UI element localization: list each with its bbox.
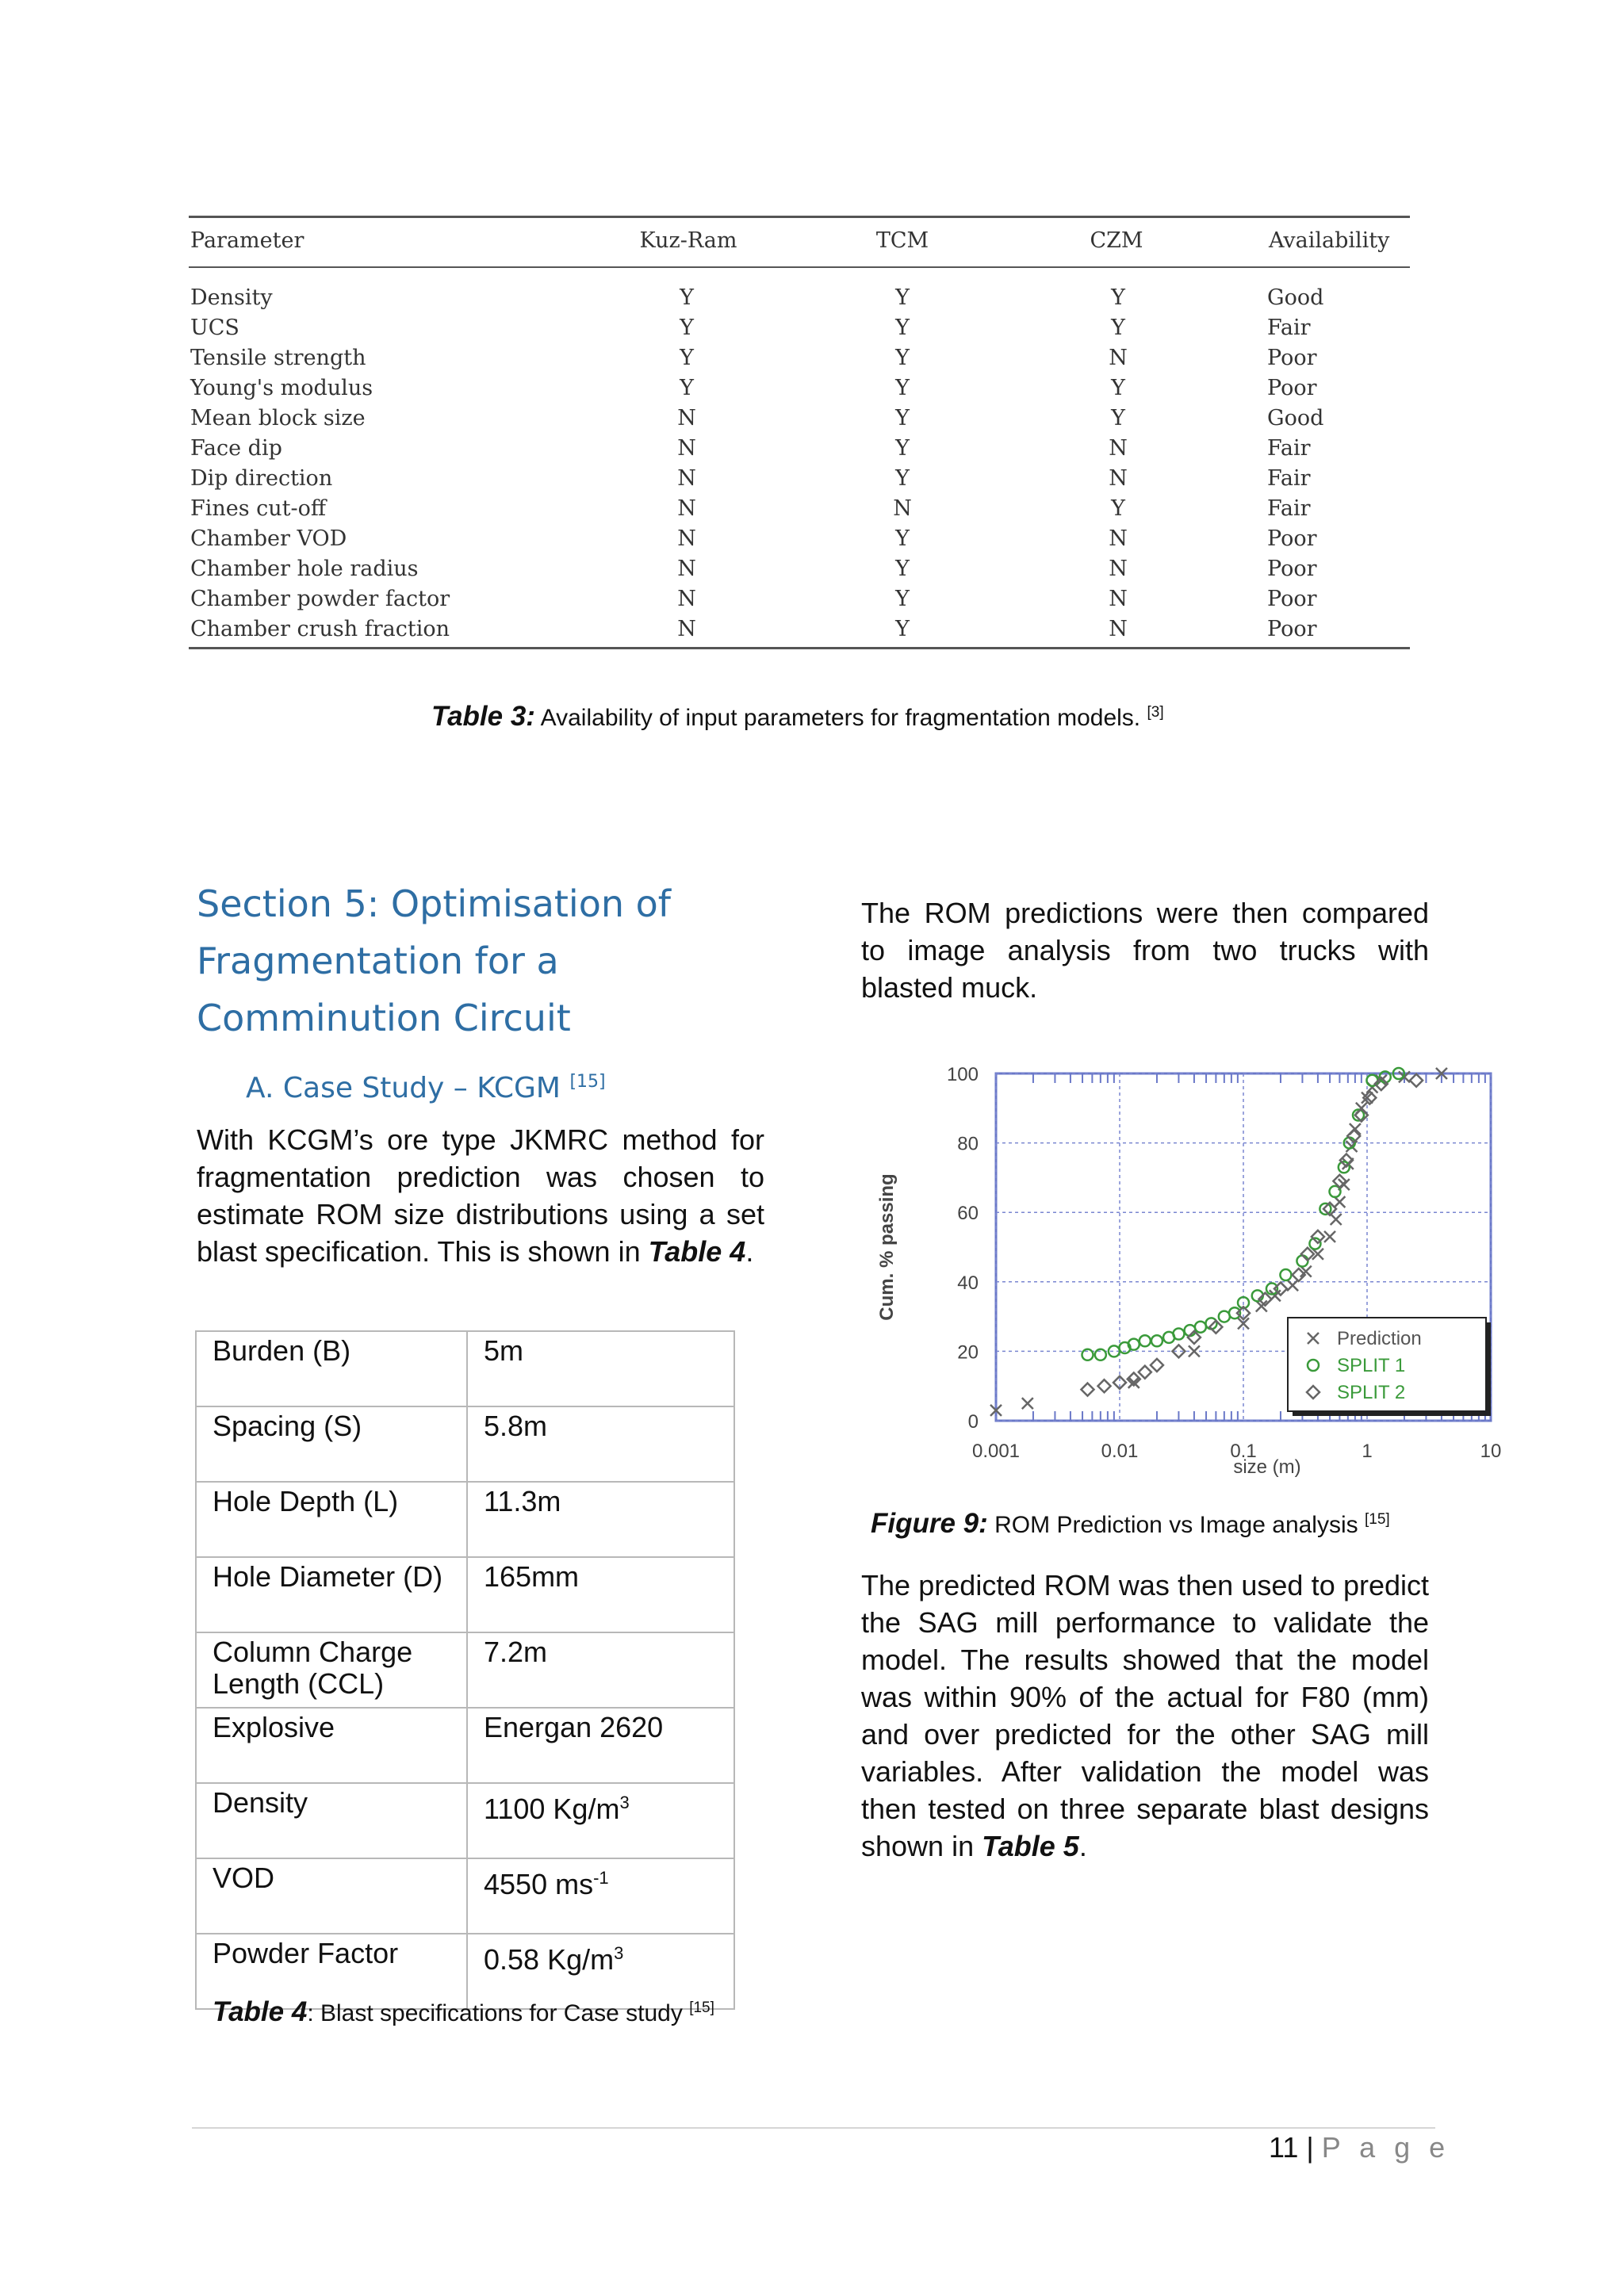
header-kuz-ram: Kuz-Ram bbox=[639, 228, 737, 253]
caption-ref: [3] bbox=[1147, 704, 1164, 721]
right-paragraph-end: . bbox=[1078, 1830, 1087, 1862]
table-cell: Fair bbox=[1267, 496, 1311, 521]
header-parameter: Parameter bbox=[190, 228, 304, 253]
table-row bbox=[189, 617, 1410, 647]
y-tick-label: 80 bbox=[957, 1133, 979, 1155]
table-cell: Fair bbox=[1267, 436, 1311, 461]
y-tick-label: 0 bbox=[967, 1411, 979, 1433]
table-cell: Y bbox=[680, 376, 694, 400]
section-title: Section 5: Optimisation of Fragmentation for a Comminution Circuit bbox=[197, 882, 671, 1040]
table-header-row bbox=[189, 228, 1410, 258]
table-cell: Y bbox=[895, 346, 910, 370]
table-cell: Fair bbox=[1267, 466, 1311, 491]
spec-value-text: 7.2m bbox=[484, 1636, 548, 1668]
page-number: 11 bbox=[1269, 2131, 1299, 2164]
table-cell: Chamber VOD bbox=[190, 526, 347, 551]
legend-label: SPLIT 2 bbox=[1337, 1382, 1406, 1403]
table-cell: N bbox=[677, 436, 696, 461]
spec-label: Spacing (S) bbox=[196, 1406, 467, 1482]
table-header-rule bbox=[189, 266, 1410, 268]
x-tick-label: 1 bbox=[1362, 1441, 1373, 1462]
table-cell: N bbox=[677, 526, 696, 551]
legend-label: SPLIT 1 bbox=[1337, 1355, 1406, 1376]
table-cell: N bbox=[677, 406, 696, 430]
table-cell: Y bbox=[895, 557, 910, 581]
spec-value-text: 0.58 Kg/m bbox=[484, 1943, 615, 1976]
table-cell: Tensile strength bbox=[190, 346, 366, 370]
table-row bbox=[189, 466, 1410, 496]
table-cell: Y bbox=[895, 526, 910, 551]
table-cell: Mean block size bbox=[190, 406, 366, 430]
header-czm: CZM bbox=[1090, 228, 1143, 253]
table-top-rule bbox=[189, 216, 1410, 218]
table-3 bbox=[189, 216, 1410, 660]
spec-value bbox=[467, 1708, 734, 1783]
table-cell: N bbox=[1109, 587, 1128, 611]
spec-unit-exponent: 3 bbox=[614, 1943, 624, 1963]
table-row bbox=[189, 346, 1410, 376]
spec-label: Hole Diameter (D) bbox=[196, 1557, 467, 1632]
spec-label: Hole Depth (L) bbox=[196, 1482, 467, 1557]
table-cell: N bbox=[1109, 466, 1128, 491]
table-cell: Poor bbox=[1267, 587, 1317, 611]
table-cell: N bbox=[1109, 526, 1128, 551]
table-row bbox=[189, 557, 1410, 587]
figure-9-chart bbox=[860, 1056, 1510, 1484]
table-cell: Poor bbox=[1267, 617, 1317, 641]
footer-separator: | bbox=[1306, 2131, 1314, 2164]
right-paragraph-1: The ROM predictions were then compared to image analysis from two trucks with blasted muck. bbox=[861, 897, 1429, 1004]
table-cell: UCS bbox=[190, 316, 239, 340]
caption-label: Table 3: bbox=[431, 701, 535, 732]
page-label: P a g e bbox=[1321, 2131, 1451, 2164]
x-axis-label: size (m) bbox=[1233, 1456, 1301, 1478]
table-cell: Chamber powder factor bbox=[190, 587, 450, 611]
sub-heading-text: A. Case Study – KCGM bbox=[246, 1072, 561, 1104]
table-cell: Y bbox=[895, 376, 910, 400]
table-cell: Dip direction bbox=[190, 466, 333, 491]
caption-ref: [15] bbox=[1364, 1511, 1390, 1528]
table-cell: N bbox=[677, 466, 696, 491]
y-axis-label: Cum. % passing bbox=[876, 1173, 898, 1321]
caption-text: Availability of input parameters for fragmentation models. bbox=[540, 705, 1141, 731]
table-row bbox=[189, 436, 1410, 466]
spec-value bbox=[467, 1406, 734, 1482]
spec-unit-exponent: 3 bbox=[619, 1793, 630, 1812]
blast-spec-table bbox=[195, 1330, 735, 2010]
spec-value bbox=[467, 1482, 734, 1557]
table-cell: N bbox=[677, 587, 696, 611]
table-cell: Y bbox=[895, 406, 910, 430]
table-row bbox=[189, 316, 1410, 346]
table-cell: Y bbox=[895, 436, 910, 461]
caption-label: Figure 9: bbox=[871, 1508, 988, 1539]
table-cell: Y bbox=[680, 316, 694, 340]
table-row bbox=[189, 376, 1410, 406]
spec-row bbox=[196, 1331, 734, 1406]
table-cell: Poor bbox=[1267, 526, 1317, 551]
table-cell: Y bbox=[1111, 496, 1125, 521]
y-tick-label: 60 bbox=[957, 1203, 979, 1225]
x-tick-label: 0.1 bbox=[1230, 1441, 1257, 1462]
table-cell: N bbox=[677, 617, 696, 641]
spec-row bbox=[196, 1482, 734, 1557]
table-row bbox=[189, 526, 1410, 557]
table-cell: N bbox=[677, 557, 696, 581]
spec-value bbox=[467, 1557, 734, 1632]
table-row bbox=[189, 285, 1410, 316]
spec-label: VOD bbox=[196, 1858, 467, 1934]
spec-label: Powder Factor bbox=[196, 1934, 467, 2009]
spec-label: Explosive bbox=[196, 1708, 467, 1783]
table-cell: Chamber crush fraction bbox=[190, 617, 450, 641]
x-tick-label: 10 bbox=[1480, 1441, 1502, 1462]
spec-value bbox=[467, 1331, 734, 1406]
table-4-reference: Table 4 bbox=[648, 1235, 746, 1268]
footer-rule bbox=[192, 2127, 1435, 2129]
table-row bbox=[189, 587, 1410, 617]
table-cell: Y bbox=[1111, 285, 1125, 310]
table-cell: Y bbox=[895, 466, 910, 491]
table-cell: Y bbox=[680, 285, 694, 310]
header-availability: Availability bbox=[1269, 228, 1390, 253]
table-5-reference: Table 5 bbox=[982, 1830, 1079, 1862]
spec-row bbox=[196, 1557, 734, 1632]
table-cell: Fair bbox=[1267, 316, 1311, 340]
spec-row bbox=[196, 1406, 734, 1482]
spec-value-text: 1100 Kg/m bbox=[484, 1793, 620, 1825]
spec-value-text: 165mm bbox=[484, 1560, 580, 1593]
spec-label: Burden (B) bbox=[196, 1331, 467, 1406]
spec-label: Density bbox=[196, 1783, 467, 1858]
spec-row bbox=[196, 1632, 734, 1708]
table-cell: Y bbox=[895, 617, 910, 641]
table-cell: Good bbox=[1267, 406, 1324, 430]
table-cell: Young's modulus bbox=[190, 376, 373, 400]
page-footer bbox=[1269, 2131, 1450, 2164]
table-cell: Poor bbox=[1267, 376, 1317, 400]
left-paragraph-end: . bbox=[745, 1235, 754, 1268]
table-cell: Face dip bbox=[190, 436, 282, 461]
spec-value-text: 4550 ms bbox=[484, 1868, 594, 1900]
table-cell: Y bbox=[895, 285, 910, 310]
spec-row bbox=[196, 1858, 734, 1934]
caption-text: ROM Prediction vs Image analysis bbox=[994, 1512, 1358, 1538]
right-paragraph-2 bbox=[861, 1567, 1429, 1865]
header-tcm: TCM bbox=[875, 228, 929, 253]
table-cell: Y bbox=[895, 587, 910, 611]
table-cell: N bbox=[1109, 436, 1128, 461]
table-cell: N bbox=[893, 496, 912, 521]
spec-value-text: Energan 2620 bbox=[484, 1711, 664, 1743]
spec-label: Column Charge Length (CCL) bbox=[196, 1632, 467, 1708]
figure-9-caption bbox=[871, 1508, 1390, 1540]
legend-label: Prediction bbox=[1337, 1328, 1422, 1349]
caption-label: Table 4 bbox=[213, 1996, 308, 2027]
spec-value-text: 11.3m bbox=[484, 1485, 561, 1517]
table-cell: Y bbox=[1111, 406, 1125, 430]
table-3-caption bbox=[431, 701, 1164, 733]
y-tick-label: 20 bbox=[957, 1341, 979, 1364]
y-tick-label: 100 bbox=[946, 1064, 979, 1085]
spec-value-text: 5.8m bbox=[484, 1410, 548, 1442]
table-4-caption bbox=[213, 1996, 714, 2028]
left-paragraph-text: With KCGM’s ore type JKMRC method for fragmentation prediction was chosen to estimate ROM size distributions using a set blast specification. This is shown in bbox=[197, 1123, 764, 1268]
table-cell: Y bbox=[680, 346, 694, 370]
sub-heading-ref: [15] bbox=[569, 1072, 606, 1092]
x-tick-label: 0.001 bbox=[971, 1441, 1021, 1462]
spec-row bbox=[196, 1783, 734, 1858]
x-tick-label: 0.01 bbox=[1101, 1441, 1139, 1462]
right-paragraph-text: The predicted ROM was then used to predict the SAG mill performance to validate the model. The results showed that the model was within 90% of the actual for F80 (mm) and over predicted for the other SAG mill variables. After validation the model was then tested on three separate blast designs shown in bbox=[861, 1569, 1429, 1862]
left-paragraph bbox=[197, 1121, 764, 1270]
table-cell: N bbox=[677, 496, 696, 521]
table-row bbox=[189, 406, 1410, 436]
table-cell: Y bbox=[895, 316, 910, 340]
table-cell: N bbox=[1109, 617, 1128, 641]
sub-heading bbox=[246, 1072, 606, 1104]
spec-value bbox=[467, 1858, 734, 1934]
spec-value bbox=[467, 1783, 734, 1858]
spec-row bbox=[196, 1708, 734, 1783]
table-cell: Chamber hole radius bbox=[190, 557, 419, 581]
spec-value-text: 5m bbox=[484, 1334, 524, 1367]
table-cell: Fines cut-off bbox=[190, 496, 327, 521]
table-cell: Poor bbox=[1267, 346, 1317, 370]
caption-ref: [15] bbox=[689, 1999, 714, 2016]
table-bottom-rule bbox=[189, 647, 1410, 649]
table-cell: Poor bbox=[1267, 557, 1317, 581]
table-cell: N bbox=[1109, 557, 1128, 581]
spec-unit-exponent: -1 bbox=[593, 1868, 609, 1888]
y-tick-label: 40 bbox=[957, 1272, 979, 1294]
caption-text: : Blast specifications for Case study bbox=[307, 2000, 690, 2026]
table-cell: Y bbox=[1111, 376, 1125, 400]
table-row bbox=[189, 496, 1410, 526]
table-cell: Density bbox=[190, 285, 273, 310]
table-cell: Good bbox=[1267, 285, 1324, 310]
spec-value bbox=[467, 1632, 734, 1708]
table-cell: N bbox=[1109, 346, 1128, 370]
table-cell: Y bbox=[1111, 316, 1125, 340]
